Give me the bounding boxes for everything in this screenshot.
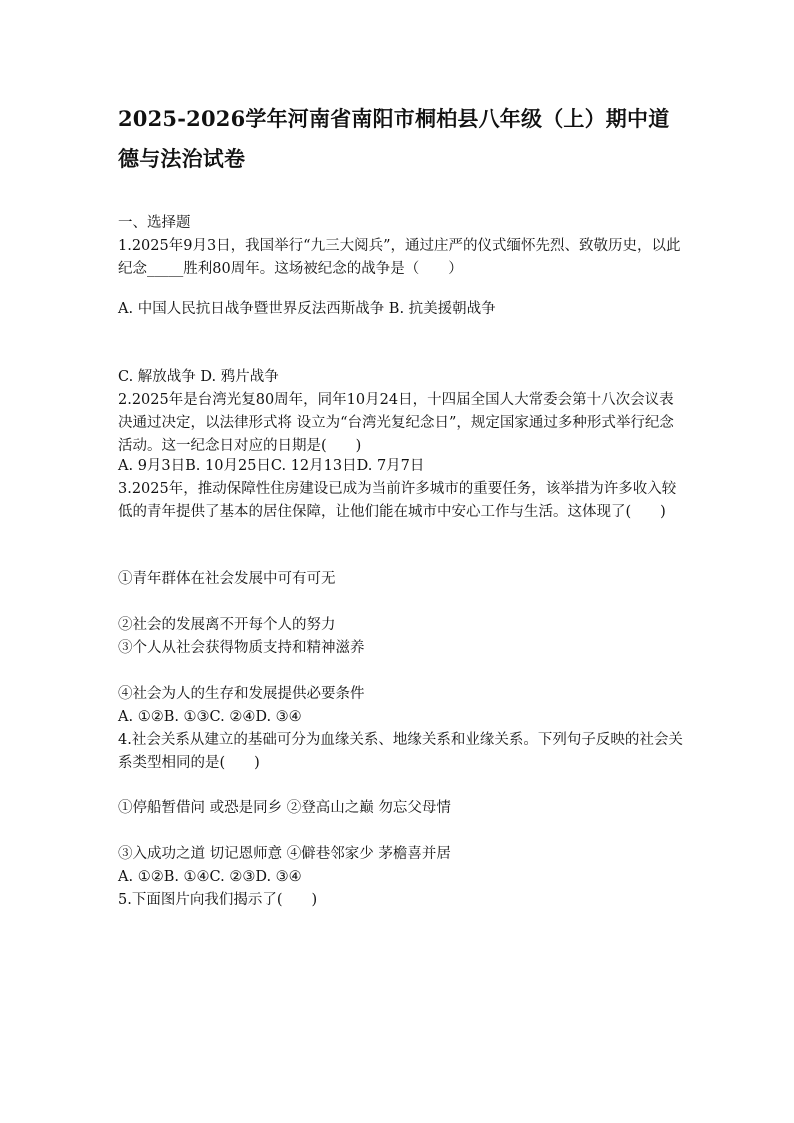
question-3-stem: 3.2025年，推动保障性住房建设已成为当前许多城市的重要任务，该举措为许多收入较低的青年提供了基本的居住保障，让他们能在城市中安心工作与生活。这体现了( ) xyxy=(118,481,677,520)
question-1-stem: 1.2025年9月3日，我国举行“九三大阅兵”，通过庄严的仪式缅怀先烈、致敬历史，以此纪念_____胜利80周年。这场被纪念的战争是（ ） xyxy=(118,238,681,277)
question-4-stem: 4.社会关系从建立的基础可分为血缘关系、地缘关系和业缘关系。下列句子反映的社会关系类型相同的是( ) xyxy=(118,732,683,771)
section-heading: 一、选择题 xyxy=(118,215,191,231)
question-2-stem: 2.2025年是台湾光复80周年，同年10月24日，十四届全国人大常委会第十八次会议表决通过决定，以法律形式将 设立为“台湾光复纪念日”，规定国家通过多种形式举行纪念活动。这一纪念日对应的日期是( ) xyxy=(118,392,674,454)
question-4-statement-line-2: ③入成功之道 切记恩师意 ④僻巷邻家少 茅檐喜并居 xyxy=(118,846,451,862)
question-3-statement-2: ②社会的发展离不开每个人的努力 xyxy=(118,617,336,633)
question-1-options-line-1: A. 中国人民抗日战争暨世界反法西斯战争 B. 抗美援朝战争 xyxy=(118,301,496,317)
question-3-statement-3: ③个人从社会获得物质支持和精神滋养 xyxy=(118,640,365,656)
question-4-statement-line-1: ①停船暂借问 或恐是同乡 ②登高山之巅 勿忘父母情 xyxy=(118,800,451,816)
question-1-options-line-2: C. 解放战争 D. 鸦片战争 xyxy=(118,369,279,385)
question-5-stem: 5.下面图片向我们揭示了( ) xyxy=(118,892,318,908)
document-title: 2025-2026学年河南省南阳市桐柏县八年级（上）期中道德与法治试卷 xyxy=(118,106,670,171)
question-3-statement-4: ④社会为人的生存和发展提供必要条件 xyxy=(118,686,365,702)
question-3-options-line-1: A. ①②B. ①③C. ②④D. ③④ xyxy=(118,709,302,725)
question-3-statement-1: ①青年群体在社会发展中可有可无 xyxy=(118,571,336,587)
question-2-options-line-1: A. 9月3日B. 10月25日C. 12月13日D. 7月7日 xyxy=(118,458,425,474)
question-4-options-line-1: A. ①②B. ①④C. ②③D. ③④ xyxy=(118,869,302,885)
